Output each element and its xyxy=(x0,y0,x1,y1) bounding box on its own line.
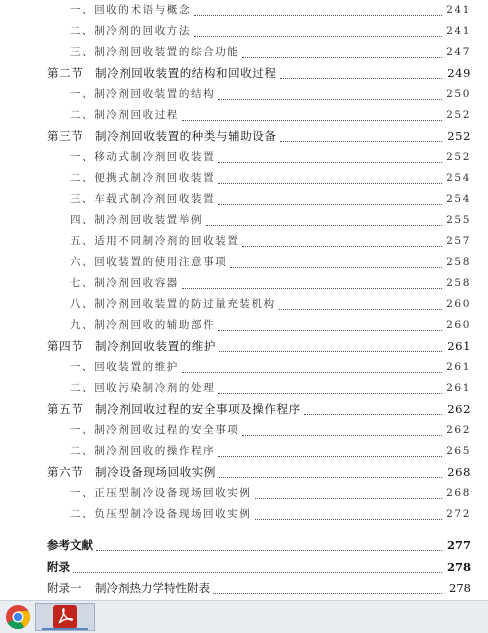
toc-entry[interactable] xyxy=(0,128,488,148)
toc-leader-dots xyxy=(219,477,442,478)
toc-entry-title: 制冷剂回收装置的维护 xyxy=(95,339,216,353)
toc-entry-title: 制冷剂热力学特性附表 xyxy=(95,581,210,595)
toc-page-number: 241 xyxy=(446,25,471,37)
toc-leader-dots xyxy=(182,372,442,373)
toc-page-number: 262 xyxy=(447,402,471,416)
toc-entry-label xyxy=(0,2,191,17)
toc-entry[interactable] xyxy=(0,296,488,316)
toc-entry[interactable] xyxy=(0,537,488,557)
toc-leader-dots xyxy=(218,162,442,163)
toc-entry-label xyxy=(0,338,216,354)
toc-section-number: 附录一 xyxy=(47,581,82,595)
toc-entry-title: 八、制冷剂回收装置的防过量充装机构 xyxy=(70,298,276,310)
toc-entry-title: 五、适用不同制冷剂的回收装置 xyxy=(70,235,240,247)
toc-entry-label xyxy=(0,559,70,575)
toc-page-number: 258 xyxy=(446,256,471,268)
toc-page-number: 260 xyxy=(446,319,471,331)
toc-entry[interactable] xyxy=(0,275,488,295)
toc-entry[interactable] xyxy=(0,149,488,169)
toc-entry[interactable] xyxy=(0,401,488,421)
toc-page-number: 257 xyxy=(446,235,471,247)
toc-page-number: 247 xyxy=(446,46,471,58)
toc-entry[interactable] xyxy=(0,2,488,22)
toc-entry-title: 二、制冷剂回收的操作程序 xyxy=(70,445,216,457)
toc-entry-title: 二、制冷剂回收过程 xyxy=(70,109,179,121)
toc-entry[interactable] xyxy=(0,212,488,232)
toc-entry-title: 九、制冷剂回收的辅助部件 xyxy=(70,319,216,331)
toc-leader-dots xyxy=(218,456,442,457)
toc-page-number: 262 xyxy=(446,424,471,436)
toc-leader-dots xyxy=(96,550,442,551)
toc-leader-dots xyxy=(182,288,442,289)
acrobat-taskbar-button[interactable] xyxy=(35,603,95,631)
toc-page-number: 250 xyxy=(446,88,471,100)
toc-entry[interactable] xyxy=(0,65,488,85)
toc-leader-dots xyxy=(279,309,442,310)
toc-leader-dots xyxy=(255,519,443,520)
toc-entry-label xyxy=(0,212,203,227)
toc-entry[interactable] xyxy=(0,580,488,600)
toc-entry[interactable] xyxy=(0,338,488,358)
toc-page-number: 241 xyxy=(446,4,471,16)
toc-entry[interactable] xyxy=(0,44,488,64)
toc-entry-title: 一、制冷剂回收过程的安全事项 xyxy=(70,424,240,436)
toc-entry[interactable] xyxy=(0,464,488,484)
toc-leader-dots xyxy=(242,435,442,436)
toc-entry-label xyxy=(0,191,215,206)
toc-entry-label xyxy=(0,86,215,101)
toc-page-number: 249 xyxy=(447,66,471,80)
toc-page-number: 254 xyxy=(446,172,471,184)
toc-entry[interactable] xyxy=(0,107,488,127)
toc-page-number: 261 xyxy=(446,361,471,373)
toc-leader-dots xyxy=(213,593,442,594)
toc-entry-label xyxy=(0,65,277,81)
toc-entry[interactable] xyxy=(0,86,488,106)
toc-entry-label xyxy=(0,317,215,332)
toc-page-number: 260 xyxy=(446,298,471,310)
toc-entry[interactable] xyxy=(0,359,488,379)
toc-entry-label xyxy=(0,537,93,553)
toc-entry-title: 二、便携式制冷剂回收装置 xyxy=(70,172,216,184)
toc-entry-label xyxy=(0,149,215,164)
toc-leader-dots xyxy=(218,99,442,100)
toc-page-number: 265 xyxy=(446,445,471,457)
toc-entry-label xyxy=(0,506,252,521)
toc-section-number: 第三节 xyxy=(47,129,84,143)
toc-section-number: 第四节 xyxy=(47,339,84,353)
taskbar xyxy=(0,600,488,633)
toc-entry[interactable] xyxy=(0,559,488,579)
toc-entry-label xyxy=(0,464,216,480)
toc-entry-label xyxy=(0,380,215,395)
toc-page-number: 254 xyxy=(446,193,471,205)
toc-page-number: 252 xyxy=(446,109,471,121)
toc-page-number: 277 xyxy=(446,538,471,552)
toc-entry-label xyxy=(0,44,239,59)
toc-entry-title: 四、制冷剂回收装置举例 xyxy=(70,214,204,226)
toc-entry-title: 七、制冷剂回收容器 xyxy=(70,277,179,289)
toc-entry[interactable] xyxy=(0,380,488,400)
toc-leader-dots xyxy=(242,57,442,58)
toc-entry[interactable] xyxy=(0,485,488,505)
toc-leader-dots xyxy=(206,225,442,226)
toc-entry[interactable] xyxy=(0,191,488,211)
toc-leader-dots xyxy=(182,120,442,121)
toc-entry[interactable] xyxy=(0,23,488,43)
toc-entry-title: 一、回收的术语与概念 xyxy=(70,4,191,16)
toc-entry-label xyxy=(0,443,215,458)
toc-leader-dots xyxy=(242,246,442,247)
toc-entry-label xyxy=(0,359,179,374)
chrome-icon xyxy=(5,604,31,630)
toc-page-number: 252 xyxy=(446,151,471,163)
toc-entry-title: 参考文献 xyxy=(47,538,93,552)
toc-entry[interactable] xyxy=(0,422,488,442)
toc-leader-dots xyxy=(218,393,442,394)
toc-page-number: 278 xyxy=(449,581,471,595)
toc-entry-title: 三、车载式制冷剂回收装置 xyxy=(70,193,216,205)
toc-entry-title: 二、负压型制冷设备现场回收实例 xyxy=(70,508,252,520)
toc-entry-title: 制冷剂回收过程的安全事项及操作程序 xyxy=(95,402,301,416)
toc-entry[interactable] xyxy=(0,506,488,526)
toc-section-number: 第五节 xyxy=(47,402,84,416)
toc-entry-title: 制冷剂回收装置的种类与辅助设备 xyxy=(95,129,277,143)
acrobat-icon xyxy=(52,604,78,630)
toc-page-number: 261 xyxy=(446,382,471,394)
toc-leader-dots xyxy=(280,141,443,142)
toc-leader-dots xyxy=(194,36,442,37)
toc-entry-title: 一、回收装置的维护 xyxy=(70,361,179,373)
toc-section-number: 第六节 xyxy=(47,465,84,479)
toc-entry-label xyxy=(0,401,301,417)
toc-leader-dots xyxy=(218,204,442,205)
toc-leader-dots xyxy=(194,15,442,16)
toc-entry-title: 三、制冷剂回收装置的综合功能 xyxy=(70,46,240,58)
toc-leader-dots xyxy=(219,351,442,352)
toc-entry[interactable] xyxy=(0,170,488,190)
toc-entry-label xyxy=(0,254,227,269)
toc-entry-label xyxy=(0,23,191,38)
toc-page-number: 268 xyxy=(446,487,471,499)
toc-section-number: 第二节 xyxy=(47,66,84,80)
toc-entry-title: 一、制冷剂回收装置的结构 xyxy=(70,88,216,100)
toc-leader-dots xyxy=(73,572,442,573)
toc-entry-label xyxy=(0,485,252,500)
toc-page-number: 255 xyxy=(446,214,471,226)
toc-entry-title: 一、移动式制冷剂回收装置 xyxy=(70,151,216,163)
toc-entry-label xyxy=(0,233,239,248)
toc-page-number: 261 xyxy=(447,339,471,353)
toc-leader-dots xyxy=(304,414,442,415)
toc-entry-title: 附录 xyxy=(47,560,70,574)
toc-leader-dots xyxy=(218,330,442,331)
toc-entry-title: 六、回收装置的使用注意事项 xyxy=(70,256,228,268)
toc-entry-label xyxy=(0,128,277,144)
toc-page-number: 278 xyxy=(446,560,471,574)
toc-entry-label xyxy=(0,296,276,311)
toc-entry-label xyxy=(0,422,239,437)
toc-entry-title: 二、回收污染制冷剂的处理 xyxy=(70,382,216,394)
toc-entry-label xyxy=(0,170,215,185)
toc-entry[interactable] xyxy=(0,254,488,274)
toc-entry-label xyxy=(0,107,179,122)
toc-page-number: 268 xyxy=(447,465,471,479)
chrome-taskbar-button[interactable] xyxy=(0,603,36,631)
toc-leader-dots xyxy=(280,78,443,79)
toc-entry-label xyxy=(0,580,210,596)
toc-entry[interactable] xyxy=(0,233,488,253)
toc-entry[interactable] xyxy=(0,443,488,463)
toc-entry-title: 制冷设备现场回收实例 xyxy=(95,465,216,479)
toc-leader-dots xyxy=(255,498,443,499)
toc-entry-title: 一、正压型制冷设备现场回收实例 xyxy=(70,487,252,499)
toc-leader-dots xyxy=(230,267,442,268)
toc-page-number: 252 xyxy=(447,129,471,143)
toc-page-number: 258 xyxy=(446,277,471,289)
toc-page-number: 272 xyxy=(446,508,471,520)
toc-entry-label xyxy=(0,275,179,290)
toc-entry-title: 二、制冷剂的回收方法 xyxy=(70,25,191,37)
toc-entry[interactable] xyxy=(0,317,488,337)
toc-entry-title: 制冷剂回收装置的结构和回收过程 xyxy=(95,66,277,80)
toc-leader-dots xyxy=(218,183,442,184)
